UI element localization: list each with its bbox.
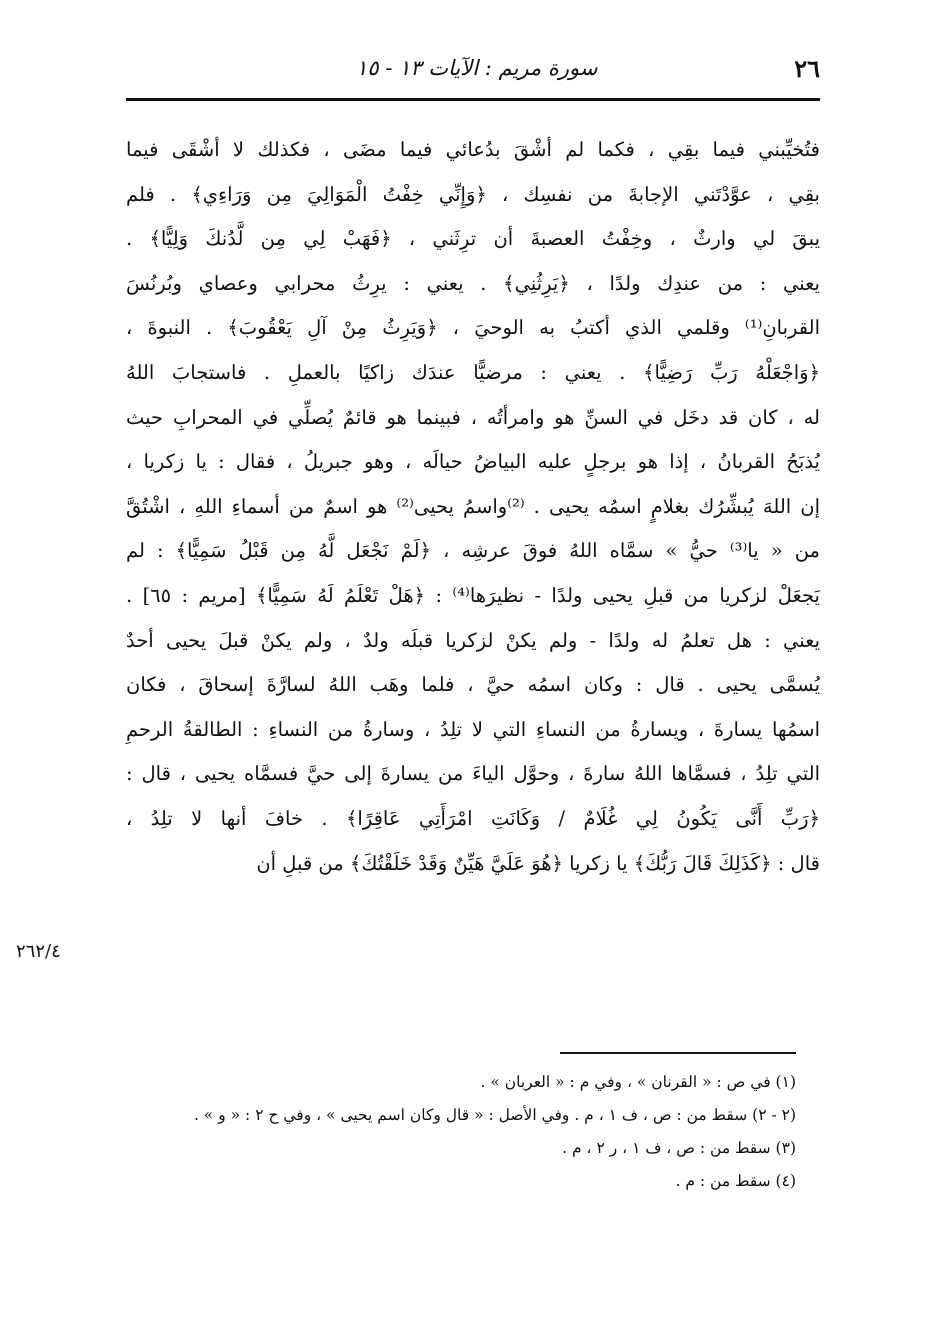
text-line: يُسمَّى يحيى . قال : وكان اسمُه حيَّ ، فلما وهَب اللهُ لسارَّةَ إسحاقَ ، فكان [126, 673, 820, 697]
text-line: بقِي ، عوَّدْتَني الإجابةَ من نفسِك ، ﴿وَإِنِّي خِفْتُ الْمَوَالِيَ مِن وَرَاءِي﴾ . فلم [126, 182, 820, 206]
text-line: قال : ﴿كَذَلِكَ قَالَ رَبُّكَ﴾ يا زكريا ﴿هُوَ عَلَيَّ هَيِّنٌ وَقَدْ خَلَقْتُكَ﴾ من قبلِ أن [256, 851, 820, 875]
page-header [126, 52, 820, 92]
text-line: من « يا⁽³⁾ حيُّ » سمَّاه اللهُ فوقَ عرشِه ، ﴿لَمْ نَجْعَل لَّهُ مِن قَبْلُ سَمِيًّا﴾ : لم [126, 539, 820, 563]
text-line: يعني : هل تعلمُ له ولدًا - ولم يكنْ لزكريا قبلَه ولدٌ ، ولم يكنْ قبلَ يحيى أحدٌ [126, 628, 820, 652]
footnote-rule [560, 1052, 796, 1054]
text-line: يبقَ لي وارثٌ ، وخِفْتُ العصبةَ أن ترِثَني ، ﴿فَهَبْ لِي مِن لَّدُنكَ وَلِيًّا﴾ . [126, 227, 820, 251]
footnote: (١) في ص : « القرنان » ، وفي م : « العربان » . [480, 1073, 796, 1091]
text-line: ﴿رَبِّ أَنَّى يَكُونُ لِي غُلَامٌ / وَكَانَتِ امْرَأَتِي عَاقِرًا﴾ . خافَ أنها لا تلِدُ ، [126, 806, 820, 830]
text-line: يَجعَلْ لزكريا من قبلِ يحيى ولدًا - نظيرَها⁽⁴⁾ : ﴿هَلْ تَعْلَمُ لَهُ سَمِيًّا﴾ [مريم : ٦٥] . [126, 583, 820, 607]
header-rule [126, 98, 820, 101]
footnote: (٣) سقط من : ص ، ف ١ ، ر ٢ ، م . [562, 1139, 796, 1157]
text-line: القربانِ⁽¹⁾ وقلمي الذي أكتبُ به الوحيَ ، ﴿وَيَرِثُ مِنْ آلِ يَعْقُوبَ﴾ . النبوةَ ، [126, 316, 820, 340]
text-line: اسمُها يسارةَ ، ويسارةُ من النساءِ التي لا تلِدُ ، وسارةُ من النساءِ : الطالقةُ الرحمِ [126, 717, 820, 741]
page-number: ٢٦ [794, 54, 820, 83]
footnote: (٤) سقط من : م . [675, 1172, 796, 1190]
text-line: يُذبَحُ القربانُ ، إذا هو برجلٍ عليه البياضُ حيالَه ، وهو جبريلُ ، فقال : يا زكريا ، [126, 450, 820, 474]
running-title: سورة مريم : الآيات ١٣ - ١٥ [356, 56, 598, 80]
text-line: ﴿وَاجْعَلْهُ رَبِّ رَضِيًّا﴾ . يعني : مرضيًّا عندَك زاكيًا بالعملِ . فاستجابَ اللهُ [126, 360, 820, 384]
body-text [126, 128, 820, 886]
footnote: (٢ - ٢) سقط من : ص ، ف ١ ، م . وفي الأصل : « قال وكان اسم يحيى » ، وفي ح ٢ : « و » . [193, 1106, 796, 1124]
text-line: فتُخيِّبني فيما بقِي ، فكما لم أشْقَ بدُعائي فيما مضَى ، فكذلك لا أشْقَى فيما [126, 138, 820, 161]
footnotes [126, 1066, 796, 1198]
text-line: إن اللهَ يُبشِّرُك بغلامٍ اسمُه يحيى . ⁽²⁾واسمُ يحيى⁽²⁾ هو اسمٌ من أسماءِ اللهِ ، اشْتُقَّ [126, 494, 820, 518]
text-line: التي تلِدُ ، فسمَّاها اللهُ سارةَ ، وحوَّل الياءَ من يسارةَ إلى حيَّ فسمَّاه يحيى ، قال : [126, 762, 820, 786]
text-line: له ، كان قد دخَل في السنِّ هو وامرأتُه ، فبينما هو قائمٌ يُصلِّي في المحرابِ حيث [126, 405, 820, 429]
text-line: يعني : من عندِك ولدًا ، ﴿يَرِثُنِي﴾ . يعني : يرِثُ محرابي وعصاي وبُرنُسَ [126, 271, 820, 295]
margin-page-reference: ٢٦٢/٤ [16, 941, 61, 962]
